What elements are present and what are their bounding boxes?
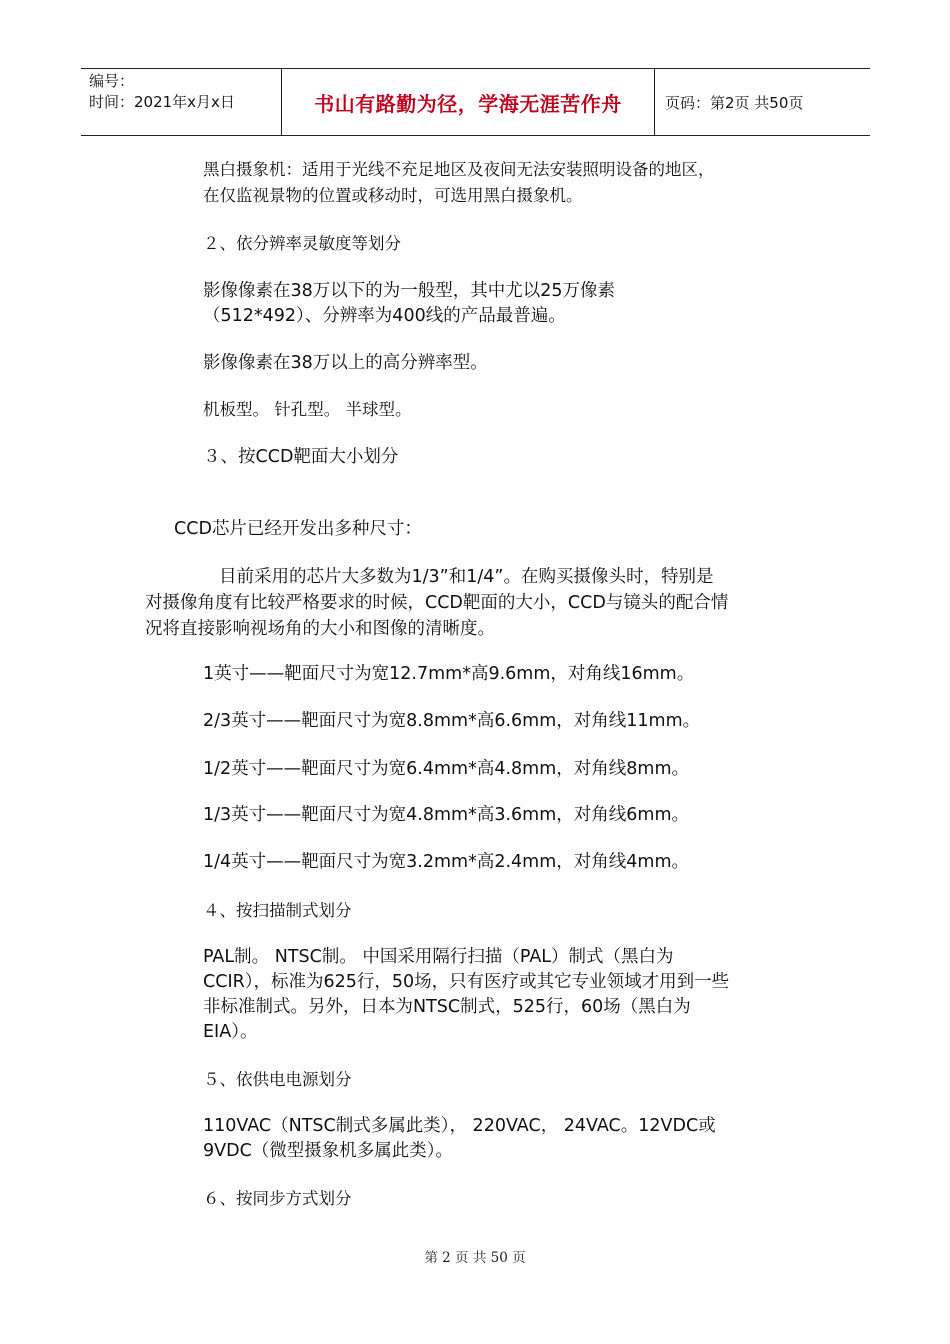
header-motto: 书山有路勤为径，学海无涯苦作舟 xyxy=(314,91,622,116)
list-item-size-1inch: 1英寸——靶面尺寸为宽12.7mm*高9.6mm，对角线16mm。 xyxy=(203,664,695,684)
list-item-size-2-3inch: 2/3英寸——靶面尺寸为宽8.8mm*高6.6mm，对角线11mm。 xyxy=(203,711,701,731)
paragraph-power-line2: 9VDC（微型摄象机多属此类）。 xyxy=(203,1141,454,1161)
header-meta-cell xyxy=(81,69,282,135)
paragraph-scan-line2: CCIR），标准为625行，50场，只有医疗或其它专业领域才用到一些 xyxy=(203,972,730,992)
paragraph-bw-camera-line1: 黑白摄象机：适用于光线不充足地区及夜间无法安装照明设备的地区， xyxy=(203,160,715,179)
header-page-info: 页码：第2页 共50页 xyxy=(665,93,804,112)
paragraph-board-types: 机板型。 针孔型。 半球型。 xyxy=(203,400,412,419)
paragraph-chip-line2: 对摄像角度有比较严格要求的时候，CCD靶面的大小，CCD与镜头的配合情 xyxy=(145,593,729,613)
page-header xyxy=(81,68,870,136)
header-number-label: 编号： xyxy=(89,72,135,90)
paragraph-high-res: 影像像素在38万以上的高分辨率型。 xyxy=(203,353,488,373)
section-heading-4: ４、按扫描制式划分 xyxy=(203,901,352,920)
section-heading-3: ３、按CCD靶面大小划分 xyxy=(203,447,399,467)
header-page-cell xyxy=(655,69,870,135)
paragraph-pixels-line1: 影像像素在38万以下的为一般型，其中尤以25万像素 xyxy=(203,281,616,301)
list-item-size-1-3inch: 1/3英寸——靶面尺寸为宽4.8mm*高3.6mm，对角线6mm。 xyxy=(203,805,689,825)
paragraph-ccd-sizes-intro: CCD芯片已经开发出多种尺寸： xyxy=(174,519,422,539)
paragraph-pixels-line2: （512*492）、分辨率为400线的产品最普遍。 xyxy=(203,306,566,326)
section-heading-5: ５、依供电电源划分 xyxy=(203,1070,352,1089)
header-motto-cell xyxy=(282,69,655,135)
paragraph-scan-line1: PAL制。 NTSC制。 中国采用隔行扫描（PAL）制式（黑白为 xyxy=(203,947,674,967)
section-heading-2: ２、依分辨率灵敏度等划分 xyxy=(203,234,401,253)
section-heading-6: ６、按同步方式划分 xyxy=(203,1189,352,1208)
list-item-size-1-2inch: 1/2英寸——靶面尺寸为宽6.4mm*高4.8mm，对角线8mm。 xyxy=(203,759,689,779)
paragraph-chip-line1: 目前采用的芯片大多数为1/3”和1/4”。在购买摄像头时，特别是 xyxy=(219,567,714,587)
paragraph-scan-line4: EIA）。 xyxy=(203,1022,258,1042)
list-item-size-1-4inch: 1/4英寸——靶面尺寸为宽3.2mm*高2.4mm，对角线4mm。 xyxy=(203,852,689,872)
paragraph-scan-line3: 非标准制式。另外，日本为NTSC制式，525行，60场（黑白为 xyxy=(203,997,691,1017)
header-date: 时间：2021年x月x日 xyxy=(89,93,235,111)
paragraph-chip-line3: 况将直接影响视场角的大小和图像的清晰度。 xyxy=(145,619,495,639)
page-footer: 第 2 页 共 50 页 xyxy=(424,1250,526,1266)
paragraph-bw-camera-line2: 在仅监视景物的位置或移动时，可选用黑白摄象机。 xyxy=(203,186,583,205)
paragraph-power-line1: 110VAC（NTSC制式多属此类）， 220VAC， 24VAC。12VDC或 xyxy=(203,1116,716,1136)
